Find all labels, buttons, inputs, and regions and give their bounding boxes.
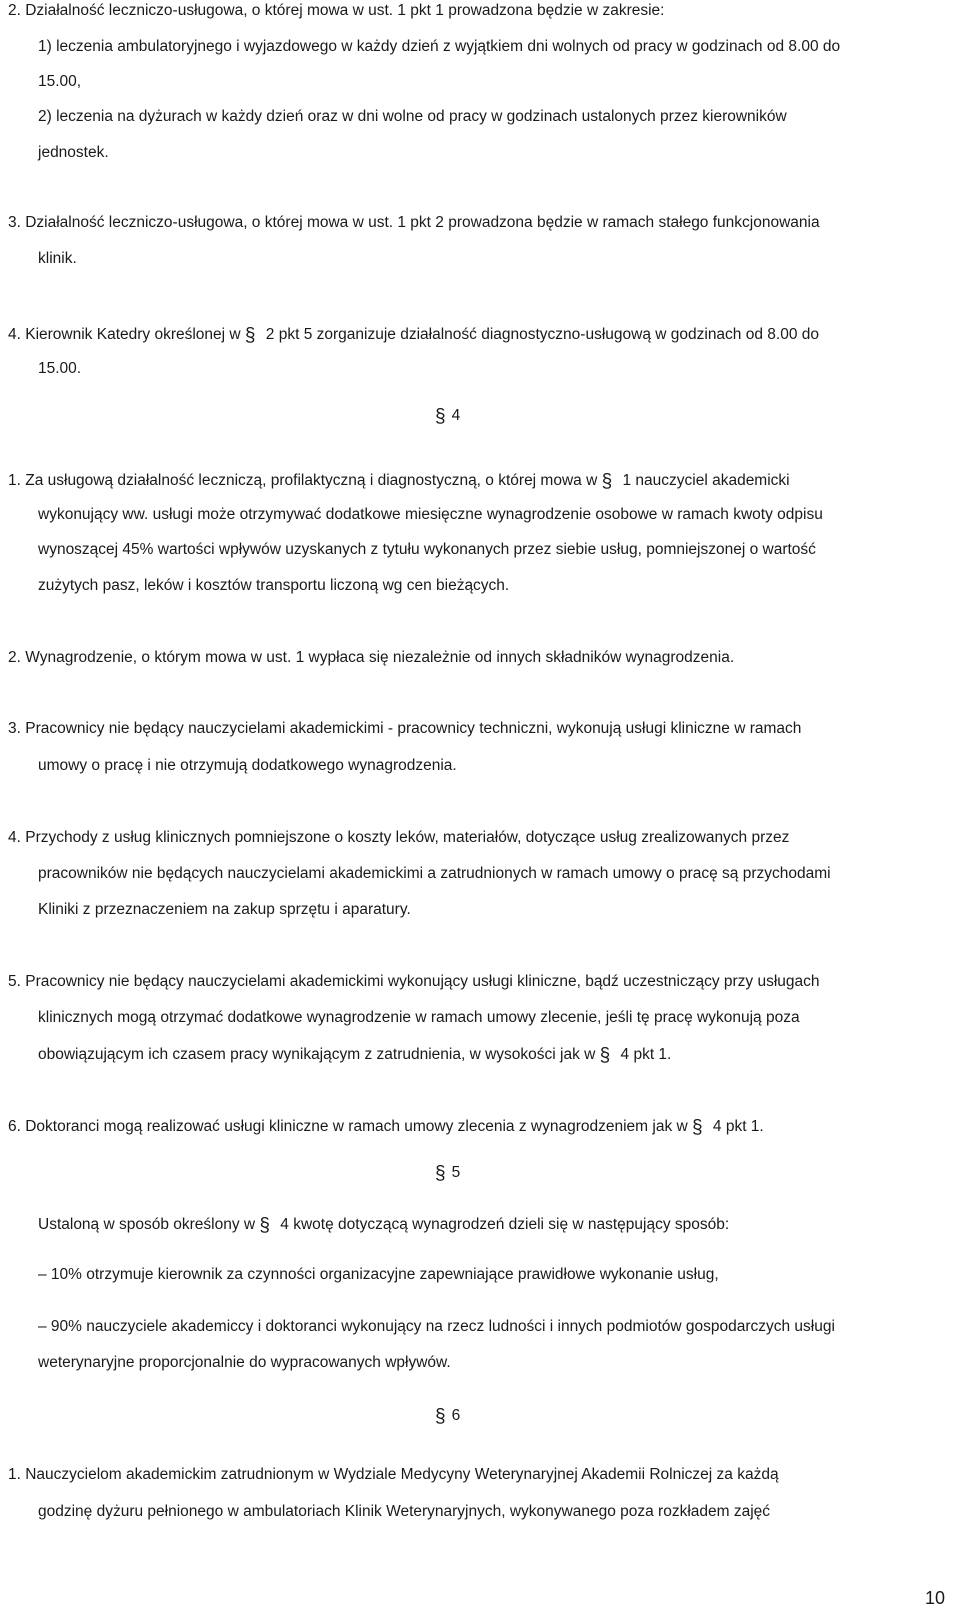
text-line: 3. Pracownicy nie będący nauczycielami akademickimi - pracownicy techniczni, wykonują usługi kliniczne w ramach xyxy=(8,720,802,737)
text-line xyxy=(8,470,790,490)
text-segment: 4 pkt 1. xyxy=(616,1046,672,1063)
text-line: 2. Działalność leczniczo-usługowa, o której mowa w ust. 1 pkt 1 prowadzona będzie w zakresie: xyxy=(8,2,665,19)
section-heading-4 xyxy=(435,405,460,425)
text-segment: 4 kwotę dotyczącą wynagrodzeń dzieli się w następujący sposób: xyxy=(276,1216,730,1233)
section-sign: § xyxy=(692,1117,703,1138)
section-sign: § xyxy=(601,471,613,492)
text-line xyxy=(8,324,819,344)
section-sign: § xyxy=(435,406,446,427)
text-line: – 10% otrzymuje kierownik za czynności organizacyjne zapewniające prawidłowe wykonanie usług, xyxy=(38,1266,719,1283)
text-line: Kliniki z przeznaczeniem na zakup sprzętu i aparatury. xyxy=(38,901,411,918)
text-line: 4. Przychody z usług klinicznych pomniejszone o koszty leków, materiałów, dotyczące usług zrealizowanych przez xyxy=(8,829,790,846)
text-line: 1. Nauczycielom akademickim zatrudnionym w Wydziale Medycyny Weterynaryjnej Akademii Rolniczej za każdą xyxy=(8,1466,779,1483)
text-line: wykonujący ww. usługi może otrzymywać dodatkowe miesięczne wynagrodzenie osobowe w ramach kwoty odpisu xyxy=(38,506,823,523)
text-line: 15.00, xyxy=(38,73,82,90)
text-line: zużytych pasz, leków i kosztów transportu liczoną wg cen bieżących. xyxy=(38,577,510,594)
text-line: 2) leczenia na dyżurach w każdy dzień oraz w dni wolne od pracy w godzinach ustalonych przez kierowników xyxy=(38,108,787,125)
text-line: umowy o pracę i nie otrzymują dodatkowego wynagrodzenia. xyxy=(38,757,457,774)
text-line: weterynaryjne proporcjonalnie do wypracowanych wpływów. xyxy=(38,1354,451,1371)
text-line: 1) leczenia ambulatoryjnego i wyjazdowego w każdy dzień z wyjątkiem dni wolnych od pracy w godzinach od 8.00 do xyxy=(38,38,841,55)
section-heading-5 xyxy=(435,1162,460,1182)
text-segment: 6. Doktoranci mogą realizować usługi kliniczne w ramach umowy zlecenia z wynagrodzeniem jak w xyxy=(8,1118,693,1135)
text-segment: Ustaloną w sposób określony w xyxy=(38,1216,260,1233)
text-line: jednostek. xyxy=(38,144,109,161)
section-sign: § xyxy=(599,1045,611,1066)
text-line: pracowników nie będących nauczycielami akademickimi a zatrudnionych w ramach umowy o pracę są przychodami xyxy=(38,865,831,882)
section-heading-6 xyxy=(435,1405,460,1425)
text-segment: 1 nauczyciel akademicki xyxy=(618,472,790,489)
text-line xyxy=(8,1116,764,1136)
text-segment: 4. Kierownik Katedry określonej w xyxy=(8,326,245,343)
section-sign: § xyxy=(435,1163,446,1184)
section-number: 5 xyxy=(451,1164,461,1181)
text-line: 3. Działalność leczniczo-usługowa, o której mowa w ust. 1 pkt 2 prowadzona będzie w ramach stałego funkcjonowania xyxy=(8,214,820,231)
text-segment: 1. Za usługową działalność leczniczą, profilaktyczną i diagnostyczną, o której mowa w xyxy=(8,472,602,489)
text-line: klinik. xyxy=(38,250,77,267)
section-number: 4 xyxy=(451,407,461,424)
text-segment: 2 pkt 5 zorganizuje działalność diagnostyczno-usługową w godzinach od 8.00 do xyxy=(261,326,819,343)
section-sign: § xyxy=(435,1406,446,1427)
text-line: 2. Wynagrodzenie, o którym mowa w ust. 1 wypłaca się niezależnie od innych składników wynagrodzenia. xyxy=(8,649,735,666)
text-line: 5. Pracownicy nie będący nauczycielami akademickimi wykonujący usługi kliniczne, bądź uczestniczący przy usługach xyxy=(8,973,820,990)
text-line: – 90% nauczyciele akademiccy i doktoranci wykonujący na rzecz ludności i innych podmiotów gospodarczych usługi xyxy=(38,1318,835,1335)
section-number: 6 xyxy=(451,1407,461,1424)
page-number: 10 xyxy=(924,1588,945,1608)
section-sign: § xyxy=(259,1215,270,1236)
text-line: 15.00. xyxy=(38,360,82,377)
text-line: klinicznych mogą otrzymać dodatkowe wynagrodzenie w ramach umowy zlecenie, jeśli tę pracę wykonują poza xyxy=(38,1009,800,1026)
text-line xyxy=(38,1214,729,1234)
text-segment: 4 pkt 1. xyxy=(708,1118,764,1135)
text-line: godzinę dyżuru pełnionego w ambulatoriach Klinik Weterynaryjnych, wykonywanego poza rozkładem zajęć xyxy=(38,1503,771,1520)
section-sign: § xyxy=(244,325,256,346)
text-line: wynoszącej 45% wartości wpływów uzyskanych z tytułu wykonanych przez siebie usług, pomniejszonej o wartość xyxy=(38,541,816,558)
text-segment: obowiązującym ich czasem pracy wynikającym z zatrudnienia, w wysokości jak w xyxy=(38,1046,600,1063)
text-line xyxy=(38,1044,671,1064)
